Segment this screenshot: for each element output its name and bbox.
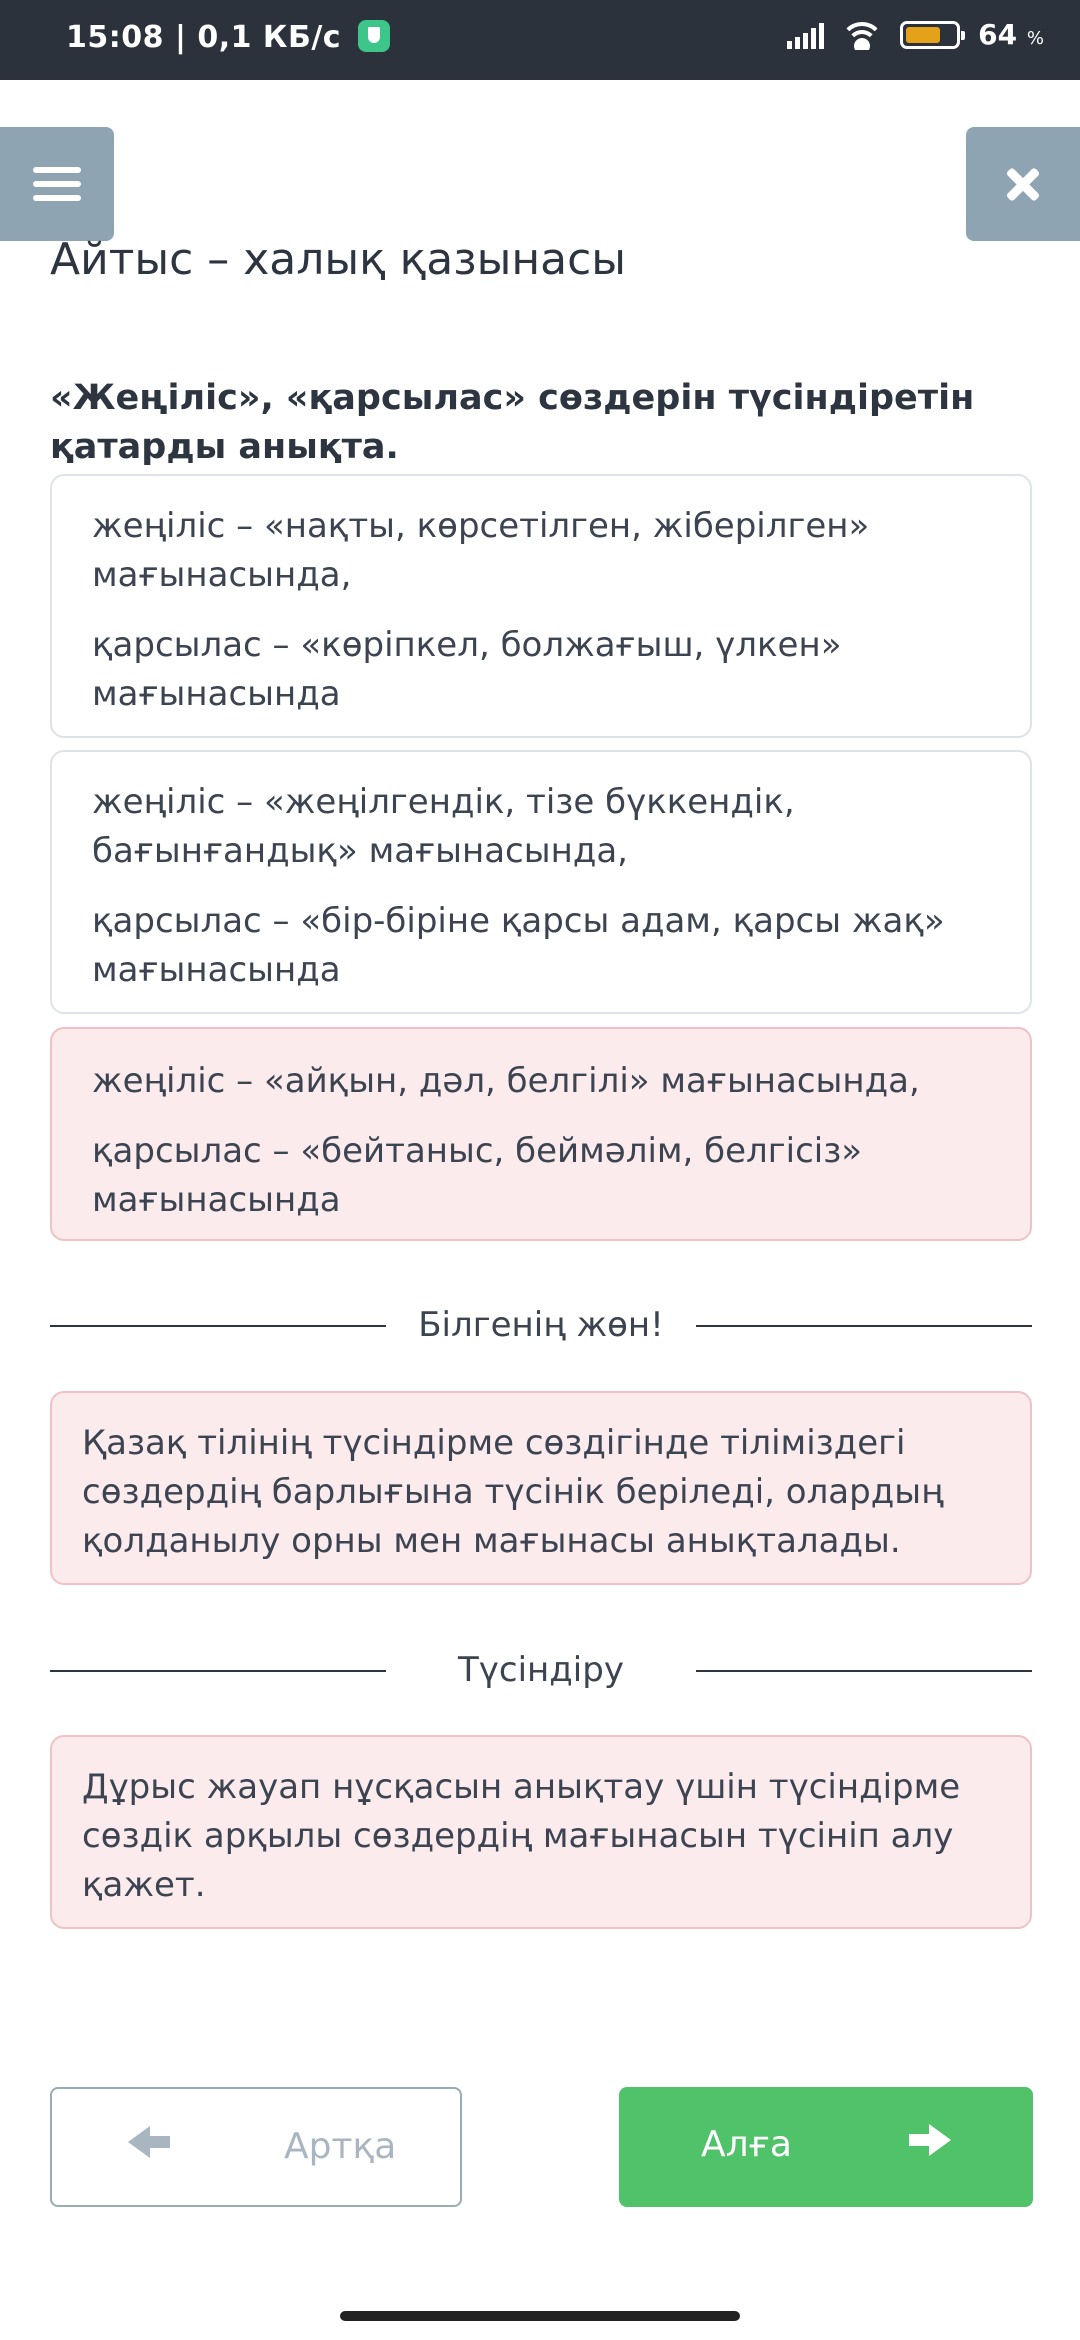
explain-heading: Түсіндіру bbox=[458, 1650, 624, 1690]
battery-percent: 64 % bbox=[978, 18, 1044, 51]
option-line-1: жеңіліс – «айқын, дәл, белгілі» мағынасында, bbox=[92, 1061, 920, 1101]
page-title: Айтыс – халық қазынасы bbox=[50, 234, 626, 285]
explain-divider bbox=[50, 1646, 1032, 1696]
answer-option-1[interactable] bbox=[50, 474, 1032, 738]
know-heading: Білгенің жөн! bbox=[418, 1305, 664, 1345]
next-button[interactable] bbox=[619, 2087, 1033, 2207]
back-button[interactable] bbox=[50, 2087, 462, 2207]
status-icons bbox=[787, 18, 1044, 51]
option-line-2: қарсылас – «бір-біріне қарсы адам, қарсы жақ» мағынасында bbox=[92, 901, 945, 990]
close-button[interactable] bbox=[966, 127, 1080, 241]
answer-option-2[interactable] bbox=[50, 750, 1032, 1014]
shield-icon bbox=[358, 20, 390, 52]
option-line-2: қарсылас – «бейтаныс, беймәлім, белгісіз» мағынасында bbox=[92, 1131, 863, 1220]
back-label: Артқа bbox=[284, 2126, 397, 2167]
status-bar bbox=[0, 0, 1080, 80]
home-indicator[interactable] bbox=[340, 2311, 740, 2321]
option-line-1: жеңіліс – «нақты, көрсетілген, жіберілген» мағынасында, bbox=[92, 506, 870, 595]
clock: 15:08 bbox=[66, 20, 164, 55]
answer-option-3-selected[interactable] bbox=[50, 1027, 1032, 1241]
know-divider bbox=[50, 1301, 1032, 1351]
know-info-box: Қазақ тілінің түсіндірме сөздігінде тіліміздегі сөздердің барлығына түсінік беріледі, олардың қолданылу орны мен мағынасы анықталады. bbox=[50, 1391, 1032, 1585]
wifi-icon bbox=[842, 20, 882, 50]
status-time bbox=[66, 20, 390, 55]
signal-icon bbox=[787, 21, 824, 49]
option-line-2: қарсылас – «көріпкел, болжағыш, үлкен» мағынасында bbox=[92, 625, 842, 714]
menu-button[interactable] bbox=[0, 127, 114, 241]
option-line-1: жеңіліс – «жеңілгендік, тізе бүккендік, бағынғандық» мағынасында, bbox=[92, 782, 795, 871]
next-label: Алға bbox=[701, 2124, 792, 2165]
battery-icon bbox=[900, 21, 960, 49]
arrow-left-icon bbox=[134, 2136, 158, 2148]
explain-info-box: Дұрыс жауап нұсқасын анықтау үшін түсіндірме сөздік арқылы сөздердің мағынасын түсініп алу қажет. bbox=[50, 1735, 1032, 1929]
network-speed: | 0,1 КБ/с bbox=[164, 20, 342, 55]
question-text: «Жеңіліс», «қарсылас» сөздерін түсіндіретін қатарды анықта. bbox=[50, 378, 975, 467]
arrow-right-icon bbox=[909, 2134, 933, 2146]
